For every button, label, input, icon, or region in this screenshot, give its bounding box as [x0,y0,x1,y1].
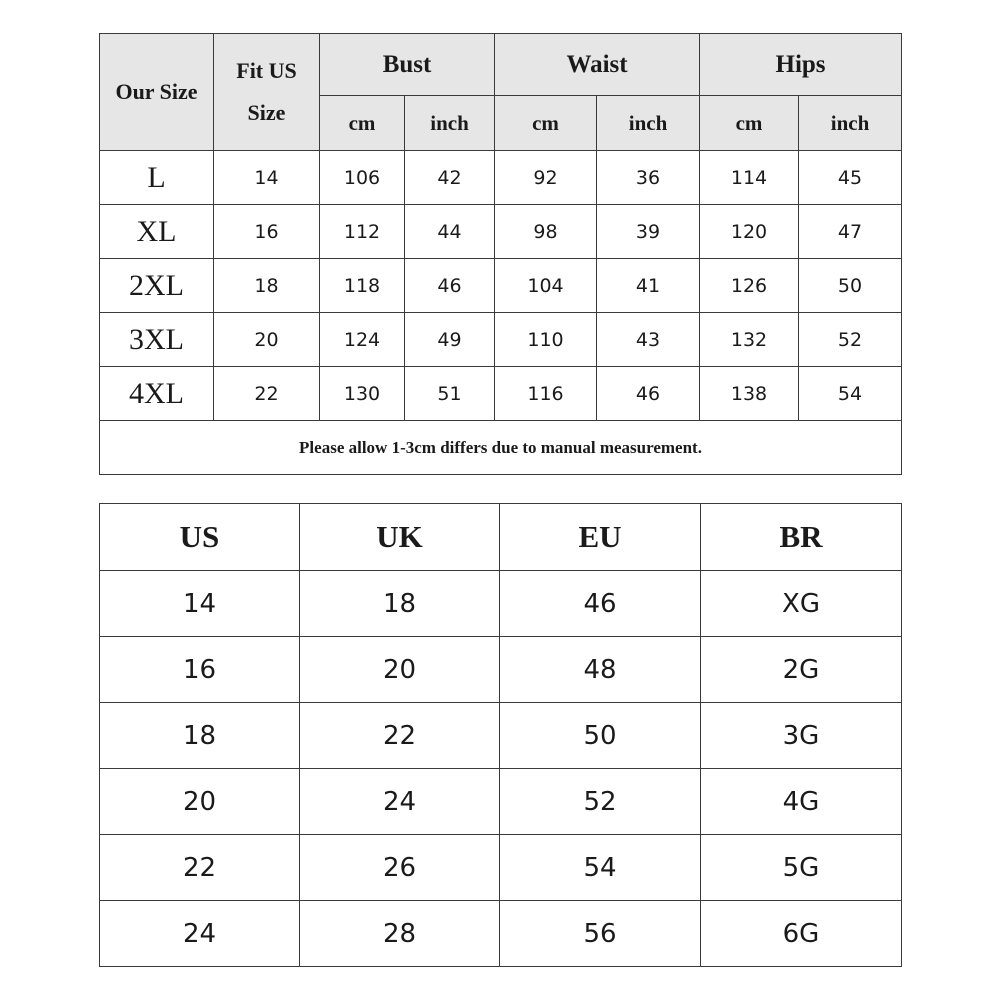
size-cell: XL [100,205,214,259]
uk-cell: 22 [300,703,500,769]
size-cell: 2XL [100,259,214,313]
waist-inch-cell: 39 [597,205,700,259]
uk-cell: 26 [300,835,500,901]
our-size-header: Our Size [100,34,214,151]
uk-cell: 18 [300,571,500,637]
waist-cm-cell: 116 [495,367,597,421]
eu-cell: 54 [500,835,701,901]
hips-inch-cell: 47 [799,205,902,259]
fit-us-size-header [214,34,320,151]
fit-us-cell: 22 [214,367,320,421]
waist-cm-cell: 104 [495,259,597,313]
table-row [100,151,902,205]
bust-inch-cell: 42 [405,151,495,205]
hips-cm-header: cm [700,96,799,151]
hips-inch-header: inch [799,96,902,151]
hips-cm-cell: 132 [700,313,799,367]
us-header: US [100,504,300,571]
eu-header: EU [500,504,701,571]
table-row [100,769,902,835]
uk-header: UK [300,504,500,571]
bust-cm-cell: 112 [320,205,405,259]
fit-us-cell: 20 [214,313,320,367]
hips-header: Hips [700,34,902,96]
size-cell: 4XL [100,367,214,421]
waist-inch-cell: 41 [597,259,700,313]
us-cell: 24 [100,901,300,967]
hips-cm-cell: 138 [700,367,799,421]
note-row [100,421,902,475]
bust-cm-header: cm [320,96,405,151]
br-cell: 2G [701,637,902,703]
conversion-chart-body [100,571,902,967]
hips-cm-cell: 114 [700,151,799,205]
fit-us-header-line2: Size [247,100,286,125]
hips-inch-cell: 50 [799,259,902,313]
hips-inch-cell: 54 [799,367,902,421]
fit-us-cell: 18 [214,259,320,313]
hips-inch-cell: 45 [799,151,902,205]
waist-inch-cell: 43 [597,313,700,367]
hips-inch-cell: 52 [799,313,902,367]
us-cell: 14 [100,571,300,637]
table-row [100,835,902,901]
bust-inch-cell: 46 [405,259,495,313]
bust-cm-cell: 124 [320,313,405,367]
bust-inch-cell: 49 [405,313,495,367]
table-row [100,637,902,703]
eu-cell: 48 [500,637,701,703]
size-cell: 3XL [100,313,214,367]
waist-cm-cell: 98 [495,205,597,259]
bust-header: Bust [320,34,495,96]
bust-cm-cell: 106 [320,151,405,205]
waist-inch-header: inch [597,96,700,151]
size-cell: L [100,151,214,205]
br-header: BR [701,504,902,571]
table-row [100,571,902,637]
size-conversion-table [99,503,902,967]
table-row [100,313,902,367]
table-row [100,703,902,769]
bust-cm-cell: 130 [320,367,405,421]
uk-cell: 28 [300,901,500,967]
hips-cm-cell: 120 [700,205,799,259]
br-cell: XG [701,571,902,637]
uk-cell: 20 [300,637,500,703]
bust-inch-header: inch [405,96,495,151]
us-cell: 22 [100,835,300,901]
bust-cm-cell: 118 [320,259,405,313]
bust-inch-cell: 44 [405,205,495,259]
size-chart-body [100,151,902,475]
eu-cell: 50 [500,703,701,769]
measurement-note: Please allow 1-3cm differs due to manual measurement. [100,421,902,475]
us-cell: 20 [100,769,300,835]
br-cell: 5G [701,835,902,901]
fit-us-cell: 16 [214,205,320,259]
waist-cm-header: cm [495,96,597,151]
uk-cell: 24 [300,769,500,835]
eu-cell: 46 [500,571,701,637]
hips-cm-cell: 126 [700,259,799,313]
fit-us-cell: 14 [214,151,320,205]
br-cell: 4G [701,769,902,835]
table-row [100,367,902,421]
bust-inch-cell: 51 [405,367,495,421]
table-row [100,901,902,967]
fit-us-header-line1: Fit US [236,58,297,83]
eu-cell: 52 [500,769,701,835]
size-chart-table [99,33,902,475]
us-cell: 18 [100,703,300,769]
table-row [100,205,902,259]
waist-cm-cell: 110 [495,313,597,367]
br-cell: 6G [701,901,902,967]
table-row [100,259,902,313]
br-cell: 3G [701,703,902,769]
us-cell: 16 [100,637,300,703]
waist-inch-cell: 36 [597,151,700,205]
eu-cell: 56 [500,901,701,967]
waist-inch-cell: 46 [597,367,700,421]
waist-header: Waist [495,34,700,96]
waist-cm-cell: 92 [495,151,597,205]
